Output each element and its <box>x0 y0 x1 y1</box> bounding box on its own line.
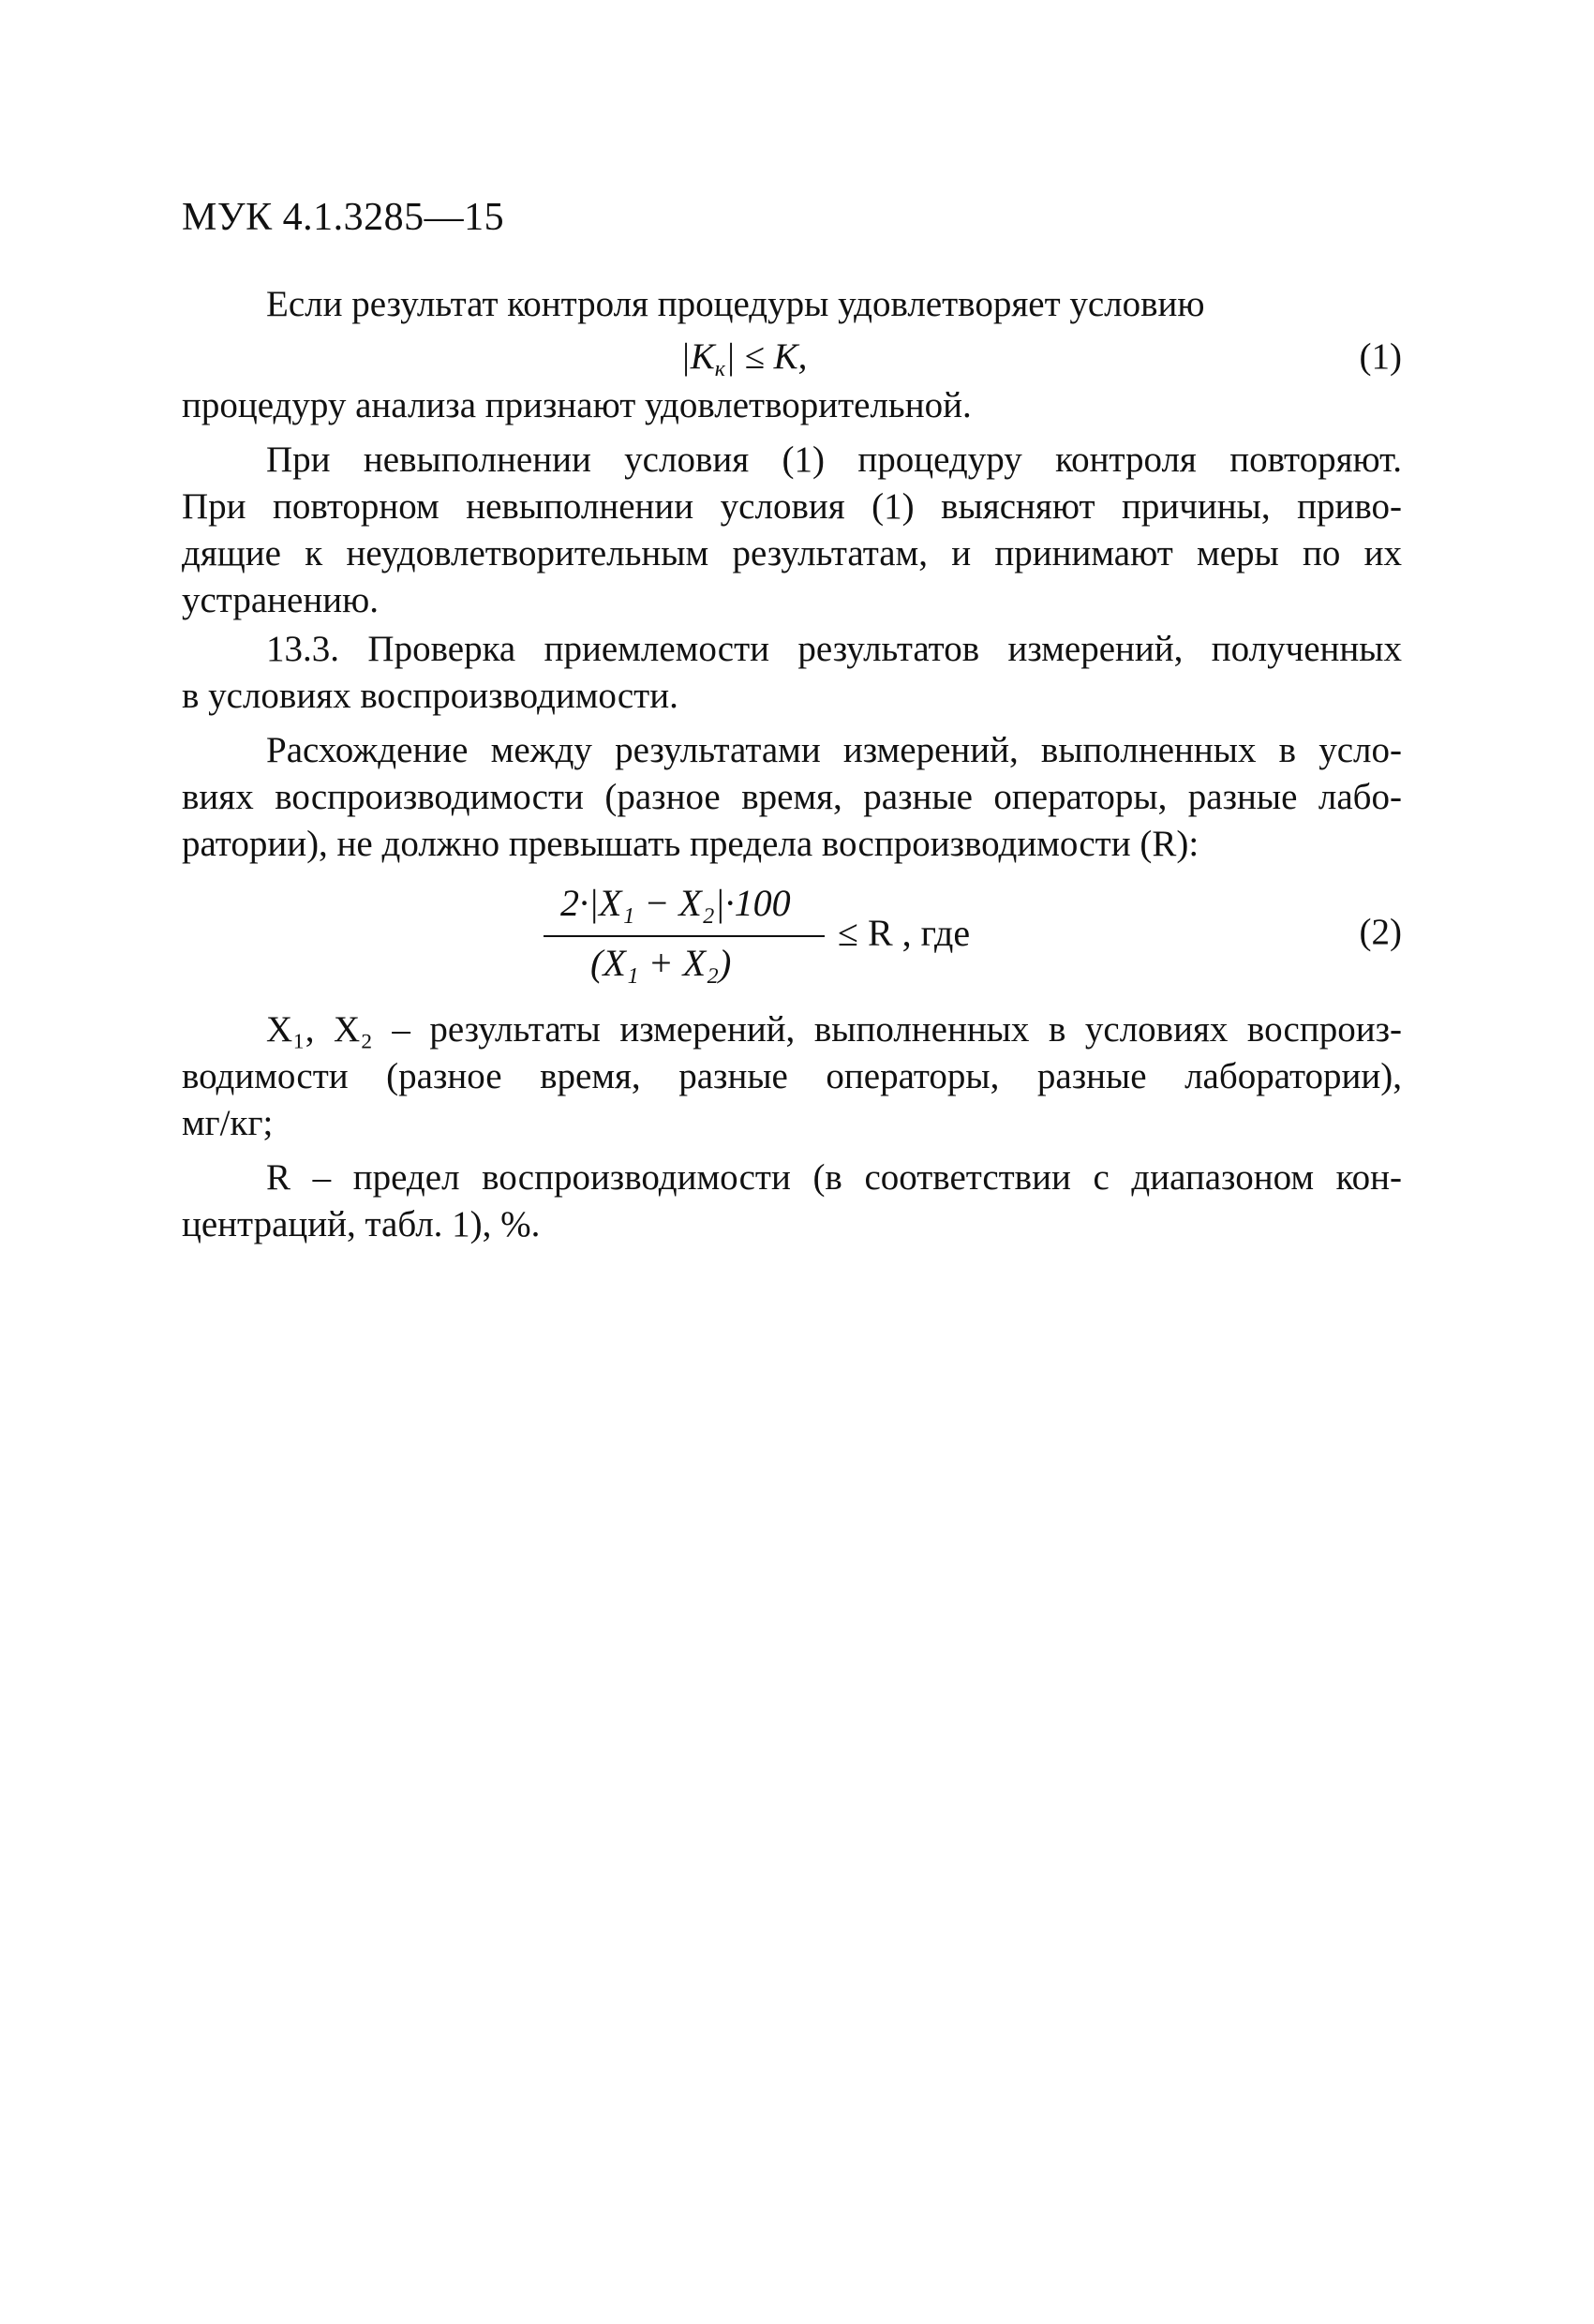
section-13-3-heading-line-1: 13.3. Проверка приемлемости результатов измерений, полученных <box>266 629 1402 669</box>
paragraph-discrepancy-line-2: виях воспроизводимости (разное время, разные операторы, разные лабо- <box>182 777 1402 817</box>
paragraph-repeat-line-1: При невыполнении условия (1) процедуру контроля повторяют. <box>266 439 1402 480</box>
equation-1-lhs: |K <box>680 336 715 377</box>
equation-1 <box>680 335 807 382</box>
equation-1-number: (1) <box>1359 336 1402 377</box>
definition-x-line-1: X₁, X₂ – результаты измерений, выполненных в условиях воспроиз- <box>266 1009 1402 1050</box>
document-code-header: МУК 4.1.3285—15 <box>182 196 505 239</box>
definition-r-line-2: центраций, табл. 1), %. <box>182 1204 541 1244</box>
definition-x-line-3: мг/кг; <box>182 1103 274 1143</box>
equation-2-number: (2) <box>1359 912 1402 952</box>
paragraph-repeat-line-3: дящие к неудовлетворительным результатам, и принимают меры по их <box>182 533 1402 574</box>
paragraph-discrepancy-line-3: ратории), не должно превышать предела воспроизводимости (R): <box>182 824 1199 864</box>
equation-1-rhs: | ≤ K, <box>724 336 808 377</box>
section-13-3-heading-line-2: в условиях воспроизводимости. <box>182 676 678 716</box>
fraction-bar <box>544 935 825 937</box>
equation-1-subscript: к <box>714 357 725 381</box>
definition-x-line-2: водимости (разное время, разные операторы, разные лаборатории), <box>182 1056 1402 1096</box>
paragraph-condition-intro: Если результат контроля процедуры удовлетворяет условию <box>266 284 1205 324</box>
definition-r-line-1: R – предел воспроизводимости (в соответствии с диапазоном кон- <box>266 1157 1402 1198</box>
equation-2-relation: ≤ R , где <box>838 912 971 954</box>
paragraph-repeat-line-2: При повторном невыполнении условия (1) выясняют причины, приво- <box>182 486 1402 527</box>
paragraph-repeat-line-4: устранению. <box>182 580 379 620</box>
equation-2-numerator: 2·|X₁ − X₂|·100 <box>560 882 791 924</box>
paragraph-discrepancy-line-1: Расхождение между результатами измерений, выполненных в усло- <box>266 730 1402 770</box>
paragraph-satisfactory: процедуру анализа признают удовлетворительной. <box>182 385 972 425</box>
equation-2-denominator: (X₁ + X₂) <box>590 942 732 984</box>
